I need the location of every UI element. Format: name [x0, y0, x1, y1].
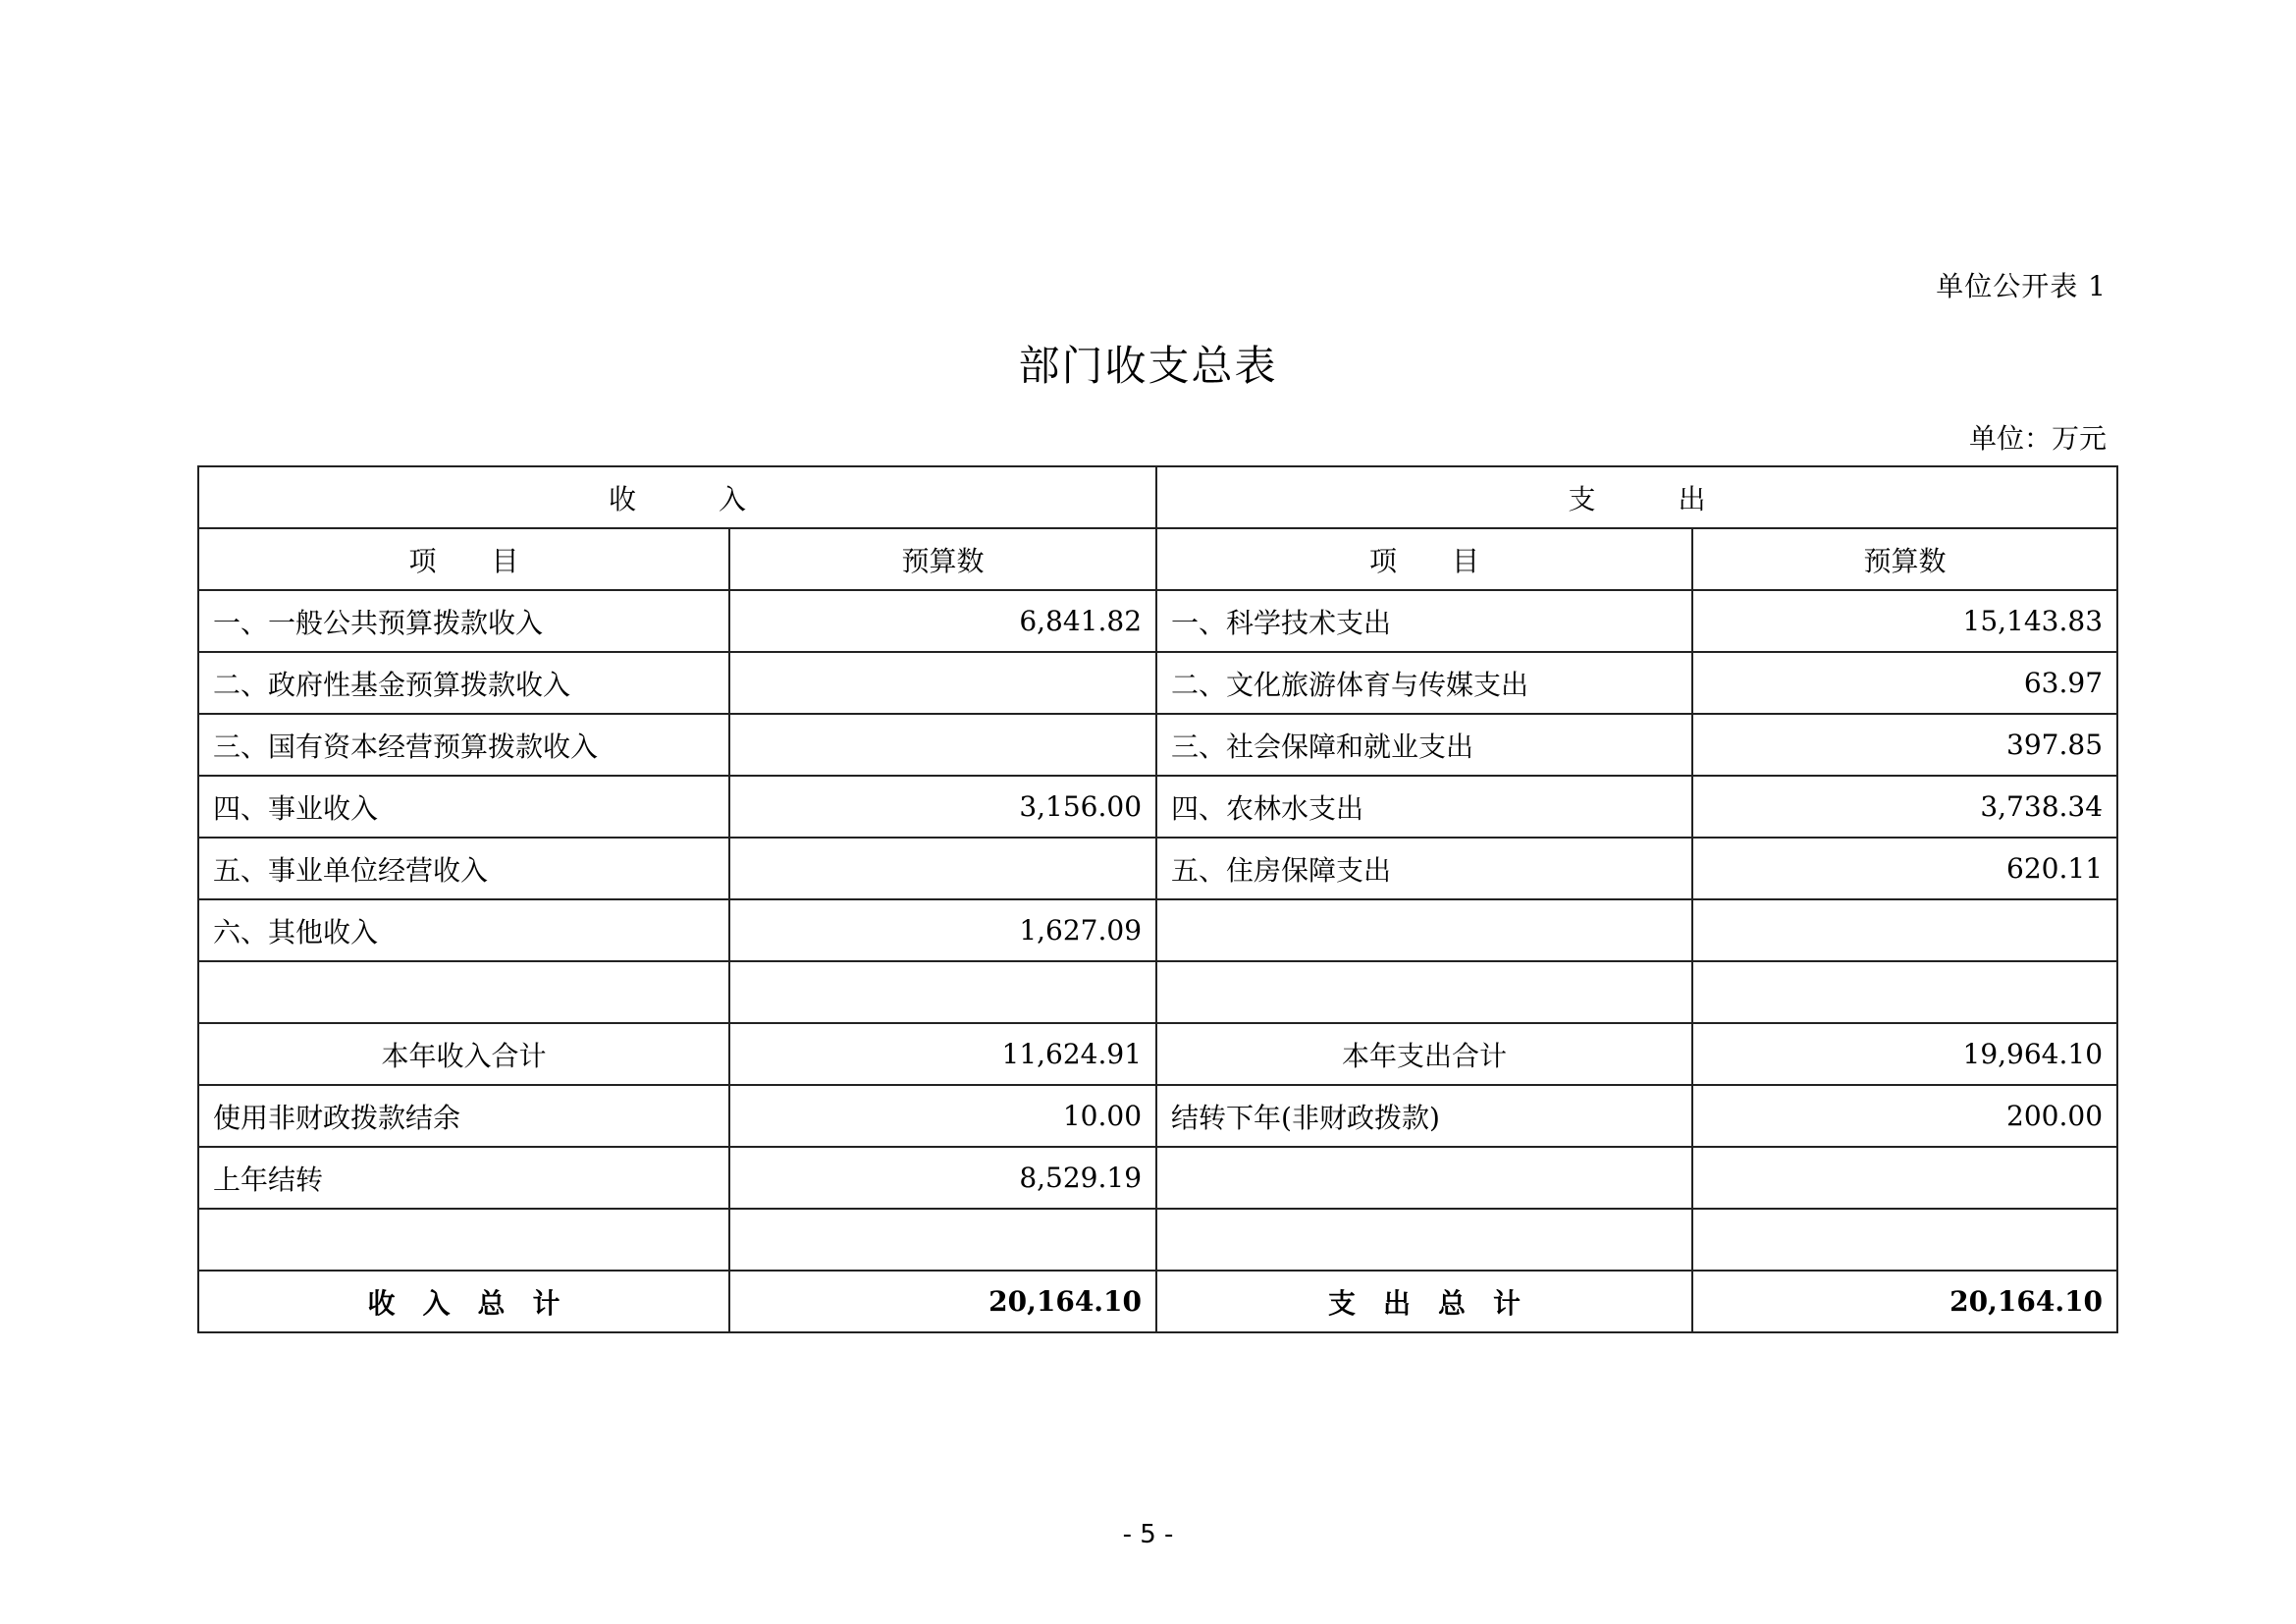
expense-total-label: 支 出 总 计: [1156, 1271, 1692, 1332]
income-item: 二、政府性基金预算拨款收入: [198, 652, 729, 714]
income-item: 使用非财政拨款结余: [198, 1085, 729, 1147]
income-subtotal-label: 本年收入合计: [198, 1023, 729, 1085]
subtotal-row: [198, 1023, 2117, 1085]
table-row: [198, 838, 2117, 899]
expense-total-value: 20,164.10: [1692, 1271, 2117, 1332]
income-value: [729, 714, 1156, 776]
expense-item: 五、住房保障支出: [1156, 838, 1692, 899]
expense-item: 一、科学技术支出: [1156, 590, 1692, 652]
expense-section-header: 支 出: [1156, 466, 2117, 528]
income-item: 四、事业收入: [198, 776, 729, 838]
income-item: [198, 961, 729, 1023]
income-value: 3,156.00: [729, 776, 1156, 838]
expense-item: [1156, 1209, 1692, 1271]
income-value: 8,529.19: [729, 1147, 1156, 1209]
form-label: 单位公开表 1: [1936, 270, 2107, 302]
expense-item: [1156, 899, 1692, 961]
table-row: [198, 590, 2117, 652]
income-item: 五、事业单位经营收入: [198, 838, 729, 899]
income-subtotal-value: 11,624.91: [729, 1023, 1156, 1085]
section-header-row: [198, 466, 2117, 528]
table-row: [198, 652, 2117, 714]
column-header-row: [198, 528, 2117, 590]
expense-item: 四、农林水支出: [1156, 776, 1692, 838]
expense-item: 结转下年(非财政拨款): [1156, 1085, 1692, 1147]
expense-value: 3,738.34: [1692, 776, 2117, 838]
total-row: [198, 1271, 2117, 1332]
income-item: 六、其他收入: [198, 899, 729, 961]
unit-label: 单位：万元: [1968, 422, 2107, 455]
expense-value: [1692, 961, 2117, 1023]
expense-value: [1692, 1147, 2117, 1209]
expense-item: 三、社会保障和就业支出: [1156, 714, 1692, 776]
expense-subtotal-label: 本年支出合计: [1156, 1023, 1692, 1085]
expense-item: [1156, 961, 1692, 1023]
income-total-value: 20,164.10: [729, 1271, 1156, 1332]
expense-value: 63.97: [1692, 652, 2117, 714]
income-item: 一、一般公共预算拨款收入: [198, 590, 729, 652]
expense-item: [1156, 1147, 1692, 1209]
budget-table: [197, 465, 2118, 1333]
income-value: [729, 838, 1156, 899]
income-item: 三、国有资本经营预算拨款收入: [198, 714, 729, 776]
expense-item-header: 项 目: [1156, 528, 1692, 590]
table-row: [198, 1209, 2117, 1271]
income-total-label: 收 入 总 计: [198, 1271, 729, 1332]
page-number: - 5 -: [1122, 1520, 1174, 1549]
income-value: [729, 652, 1156, 714]
expense-value: [1692, 1209, 2117, 1271]
income-section-header: 收 入: [198, 466, 1156, 528]
table-row: [198, 899, 2117, 961]
table-row: [198, 776, 2117, 838]
expense-item: 二、文化旅游体育与传媒支出: [1156, 652, 1692, 714]
income-value: [729, 1209, 1156, 1271]
income-value: 10.00: [729, 1085, 1156, 1147]
expense-value: 15,143.83: [1692, 590, 2117, 652]
income-value: [729, 961, 1156, 1023]
income-item: 上年结转: [198, 1147, 729, 1209]
expense-value: 397.85: [1692, 714, 2117, 776]
table-row: [198, 714, 2117, 776]
expense-budget-header: 预算数: [1692, 528, 2117, 590]
income-value: 1,627.09: [729, 899, 1156, 961]
income-budget-header: 预算数: [729, 528, 1156, 590]
expense-value: [1692, 899, 2117, 961]
expense-subtotal-value: 19,964.10: [1692, 1023, 2117, 1085]
income-item: [198, 1209, 729, 1271]
table-row: [198, 961, 2117, 1023]
income-value: 6,841.82: [729, 590, 1156, 652]
expense-value: 620.11: [1692, 838, 2117, 899]
expense-value: 200.00: [1692, 1085, 2117, 1147]
table-row: [198, 1147, 2117, 1209]
page-title: 部门收支总表: [1018, 342, 1278, 390]
table-row: [198, 1085, 2117, 1147]
income-item-header: 项 目: [198, 528, 729, 590]
